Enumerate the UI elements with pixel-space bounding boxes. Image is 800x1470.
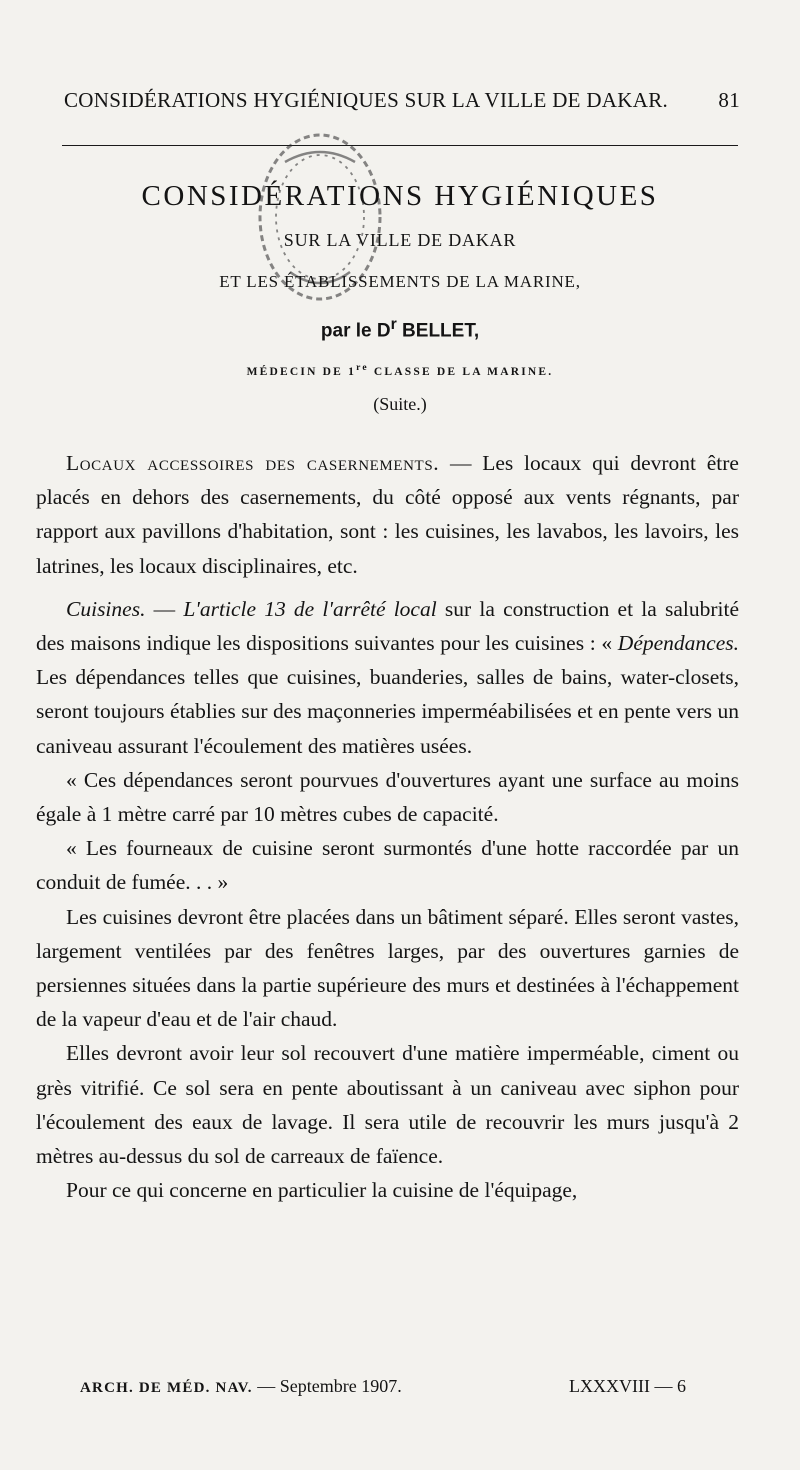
section-heading: Cuisines. — [66, 596, 146, 621]
footer-citation: ARCH. DE MÉD. NAV. — Septembre 1907. — [80, 1376, 402, 1396]
paragraph-cuisines: Cuisines. — L'article 13 de l'arrêté local sur la construction et la salubrité des maisons indique les dispositions suivantes pour les cuisines : « Dépendances. Les dépendances telles que cuisines, buanderies, salles de bains, water-closets, seront toujours établies sur des maçonneries imperméabilisées et en pente vers un caniveau assurant l'écoulement des matières usées. — [36, 596, 740, 758]
running-title: CONSIDÉRATIONS HYGIÉNIQUES SUR LA VILLE DE DAKAR. — [64, 88, 669, 112]
author-rank: MÉDECIN DE 1re CLASSE DE LA MARINE. — [246, 362, 554, 378]
paragraph-quote-1: « Ces dépendances seront pourvues d'ouvertures ayant une surface au moins égale à 1 mètre carré par 10 mètres cubes de capacité. — [36, 767, 739, 827]
continued-note: (Suite.) — [373, 394, 427, 414]
running-head — [64, 88, 740, 116]
paragraph-equipage: Pour ce qui concerne en particulier la cuisine de l'équipage, — [66, 1178, 578, 1203]
page-number: 81 — [718, 88, 740, 112]
author-line: par le $D^r$ BELLET, — [320, 316, 480, 342]
article-subtitle-2: ET LES ÉTABLISSEMENTS DE LA MARINE, — [219, 272, 581, 291]
article-subtitle: SUR LA VILLE DE DAKAR — [283, 230, 517, 250]
paragraph-quote-2: « Les fourneaux de cuisine seront surmontés d'une hotte raccordée par un conduit de fumée. . . » — [36, 836, 739, 895]
paragraph-cuisines-batiment: Les cuisines devront être placées dans un bâtiment séparé. Elles seront vastes, largement ventilées par des fenêtres larges, par des ouvertures garnies de persiennes situées dans la partie supérieure des murs et destinées à l'échappement de la vapeur d'eau et de l'air chaud. — [36, 904, 739, 1032]
paragraph-sol: Elles devront avoir leur sol recouvert d'une matière imperméable, ciment ou grès vitrifié. Ce sol sera en pente aboutissant à un caniveau avec siphon pour l'écoulement des eaux de lavage. Il sera utile de recouvrir les murs jusqu'à 2 mètres au-dessus du sol de carreaux de faïence. — [36, 1041, 739, 1169]
article-title: CONSIDÉRATIONS HYGIÉNIQUES — [141, 180, 659, 212]
signature-mark: LXXXVIII — 6 — [569, 1376, 686, 1396]
section-heading: Locaux accessoires des casernements. — [66, 451, 440, 475]
header-rule — [62, 145, 738, 146]
paragraph-locaux: Locaux accessoires des casernements. — Les locaux qui devront être placés en dehors des casernements, du côté opposé aux vents régnants, par rapport aux pavillons d'habitation, sont : les cuisines, les lavabos, les lavoirs, les latrines, les locaux disciplinaires, etc. — [36, 451, 739, 578]
article-body — [36, 446, 739, 1207]
page-footer — [80, 1376, 686, 1402]
